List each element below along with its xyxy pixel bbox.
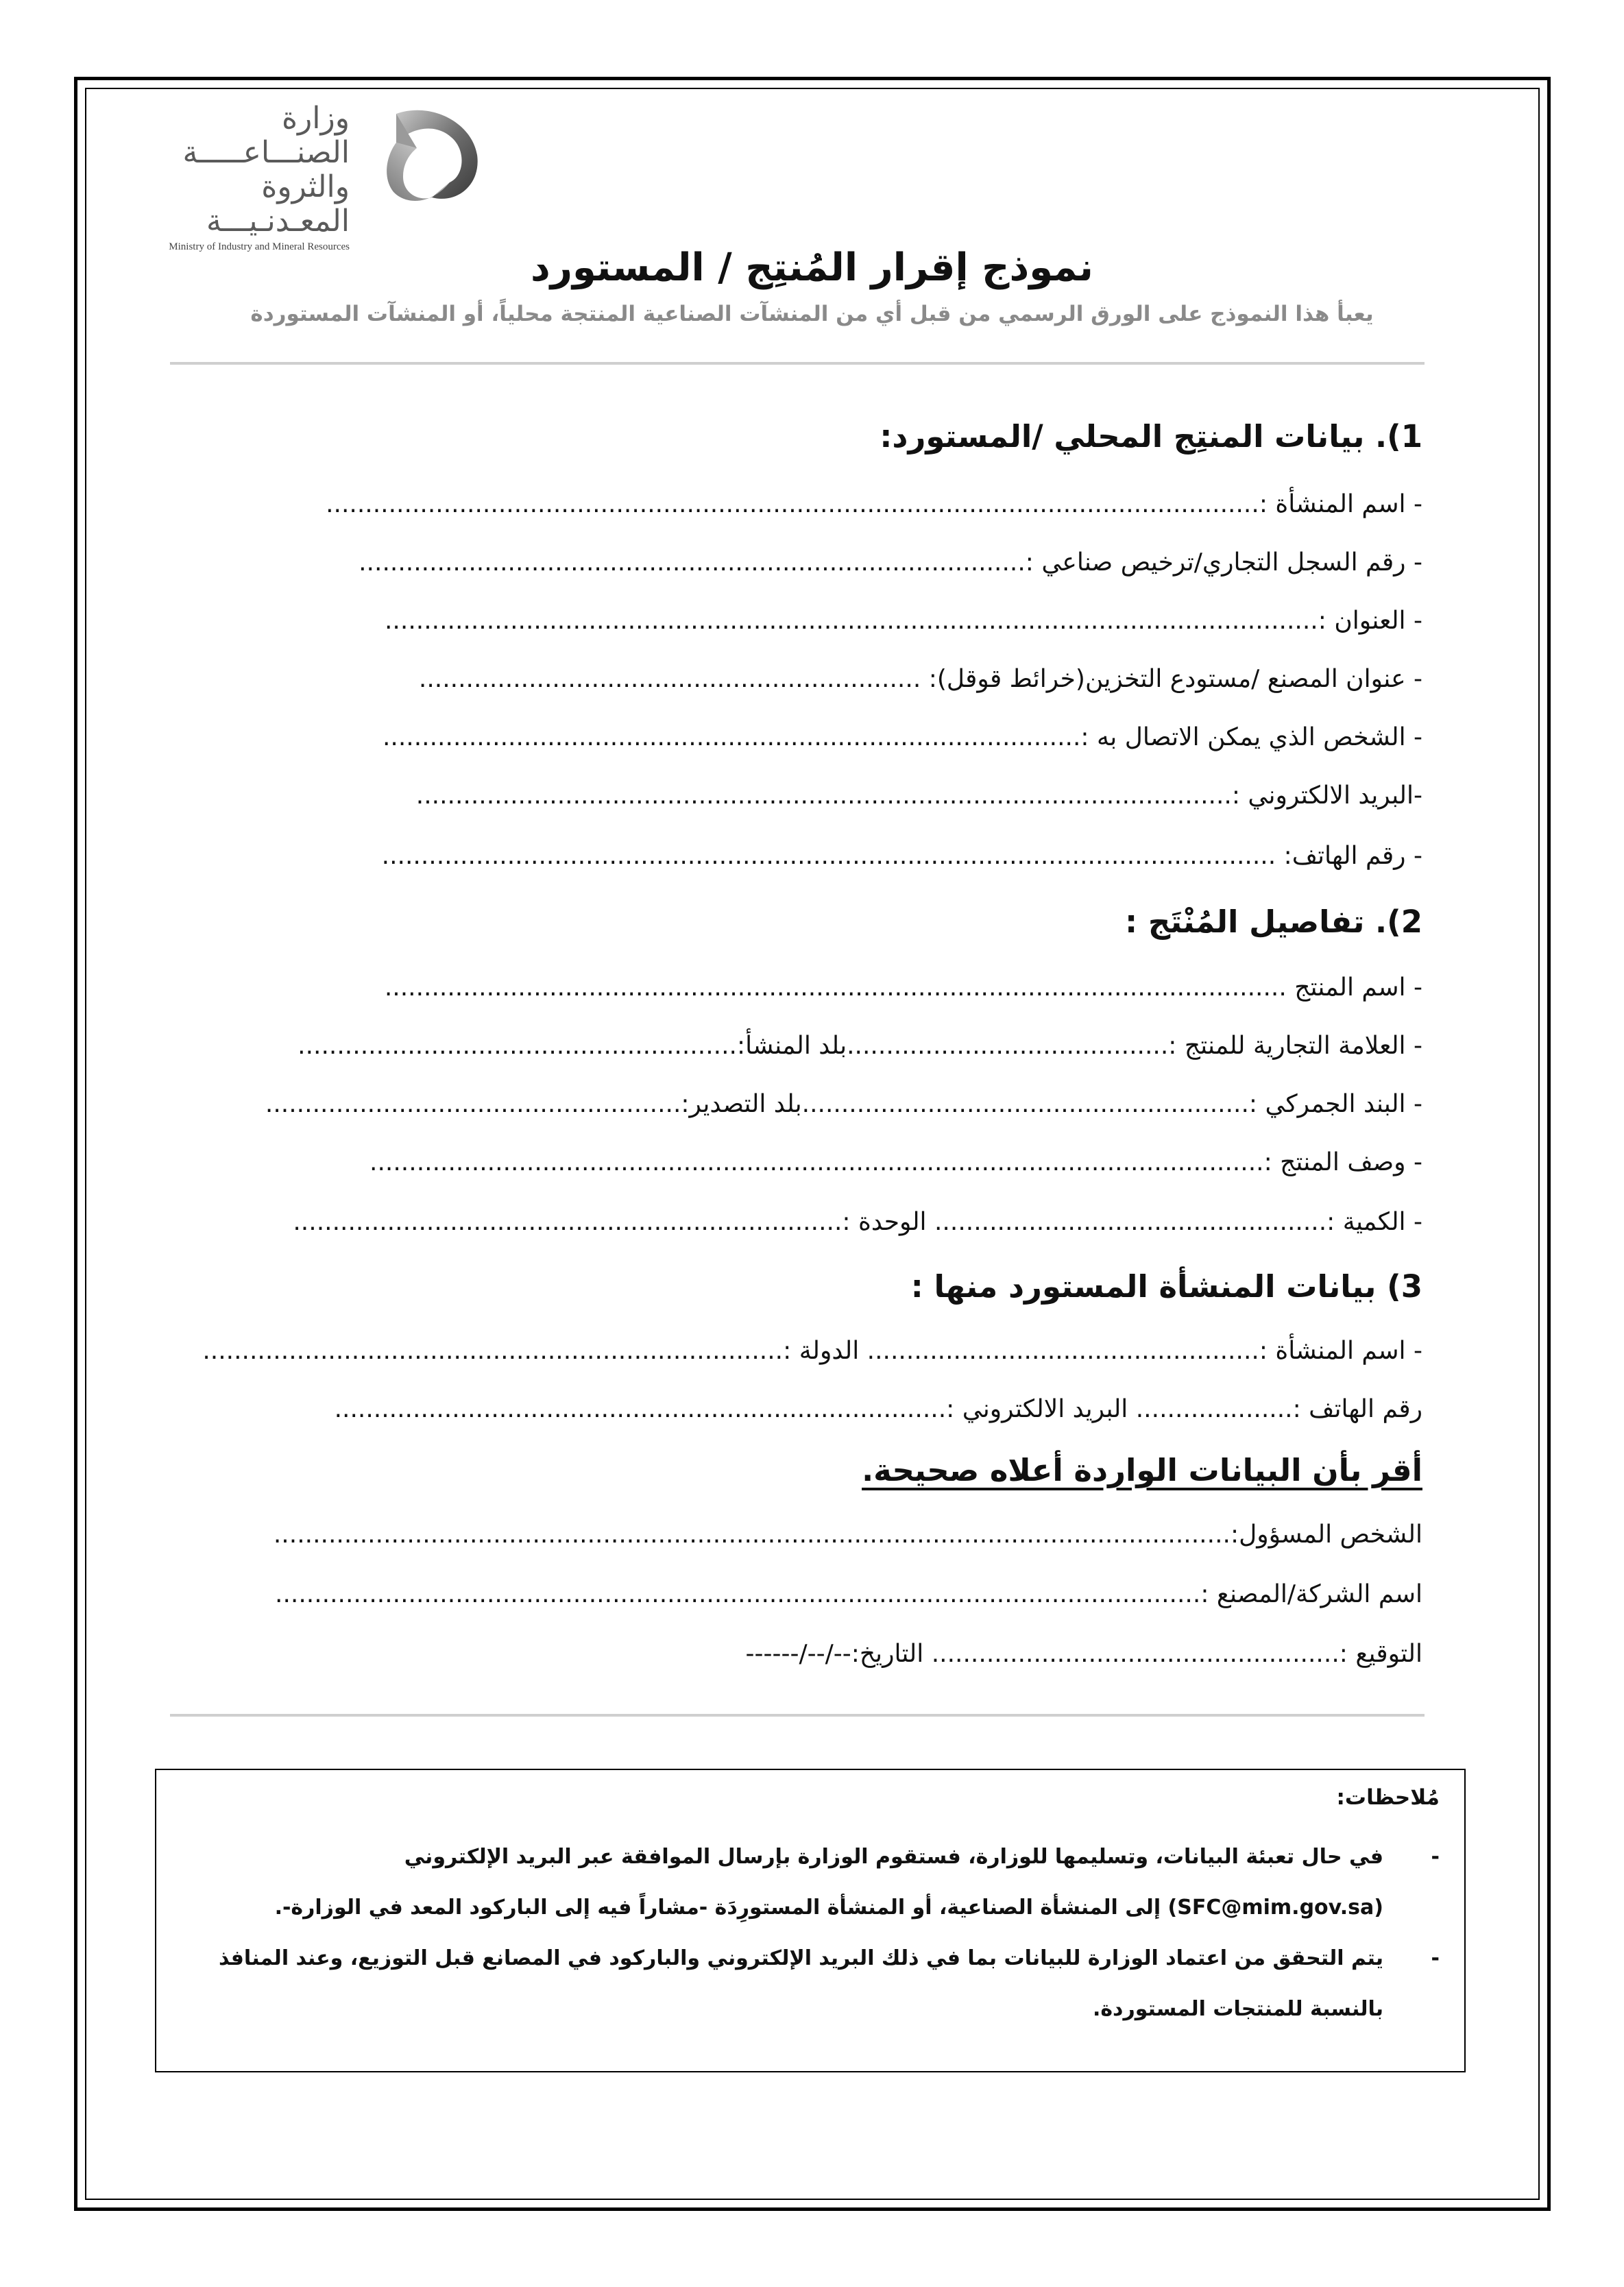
field-contact-person[interactable]: - الشخص الذي يمكن الاتصال به :......................................................................................... bbox=[382, 723, 1422, 751]
form-subtitle: يعبأ هذا النموذج على الورق الرسمي من قبل أي من المنشآت الصناعية المنتجة محلياً، أو المنشآت المستوردة bbox=[250, 302, 1374, 326]
declaration-heading: أقر بأن البيانات الواردة أعلاه صحيحة. bbox=[862, 1452, 1422, 1488]
field-signature-date[interactable]: التوقيع :.................................................... التاريخ:--/--/------ bbox=[745, 1640, 1422, 1668]
field-commercial-register[interactable]: - رقم السجل التجاري/ترخيص صناعي :..................................................................................... bbox=[359, 548, 1422, 577]
field-factory-address[interactable]: - عنوان المصنع /مستودع التخزين(خرائط قوقل): ................................................................ bbox=[418, 665, 1422, 693]
ministry-name-line2: والثروة المعـدنـيـــة bbox=[206, 169, 350, 239]
field-source-phone-email[interactable]: رقم الهاتف :.................... البريد الالكتروني :.............................................................................. bbox=[334, 1395, 1422, 1423]
note-bullet: - bbox=[1431, 1946, 1440, 1970]
form-title: نموذج إقرار المُنتِج / المستورد bbox=[531, 245, 1093, 290]
field-responsible-person[interactable]: الشخص المسؤول:.......................................................................................................................... bbox=[273, 1521, 1422, 1549]
note-bullet: - bbox=[1431, 1845, 1440, 1869]
field-source-facility-country[interactable]: - اسم المنشأة :.................................................. الدولة :.......................................................................... bbox=[202, 1337, 1422, 1365]
ministry-name-en: Ministry of Industry and Mineral Resources bbox=[169, 241, 350, 252]
field-product-description[interactable]: - وصف المنتج :.................................................................................................................. bbox=[369, 1148, 1422, 1176]
note-text: في حال تعبئة البيانات، وتسليمها للوزارة، فستقوم الوزارة بإرسال الموافقة عبر البريد الإلكتروني (SFC@mim.gov.sa) إلى المنشأة الصناعية، أو المنشأة المستورِدَة -مشاراً فيه إلى الباركود المعد في الوزارة-. bbox=[274, 1845, 1383, 1920]
form-body bbox=[202, 0, 1422, 1700]
field-brand-origin[interactable]: - العلامة التجارية للمنتج :.........................................بلد المنشأ:........................................................ bbox=[298, 1032, 1422, 1060]
section2-heading: 2). تفاصيل المُنْتَج : bbox=[1125, 904, 1422, 940]
notes-title: مُلاحظات: bbox=[1336, 1785, 1440, 1810]
note-text: يتم التحقق من اعتماد الوزارة للبيانات بما في ذلك البريد الإلكتروني والباركود في المصانع قبل التوزيع، وعند المنافذ بالنسبة للمنتجات المستوردة. bbox=[218, 1946, 1383, 2021]
field-quantity-unit[interactable]: - الكمية :.................................................. الوحدة :...................................................................... bbox=[293, 1208, 1422, 1236]
field-customs-export[interactable]: - البند الجمركي :.........................................................بلد التصدير:..................................................... bbox=[265, 1090, 1422, 1118]
notes-box bbox=[155, 1769, 1466, 2072]
ministry-name-line1: وزارة الصنـــاعـــــة bbox=[182, 101, 350, 170]
section1-heading: 1). بيانات المنتِج المحلي /المستورد: bbox=[880, 418, 1422, 455]
field-company-name[interactable]: اسم الشركة/المصنع :...................................................................................................................... bbox=[275, 1580, 1422, 1608]
note-item bbox=[219, 1933, 1440, 2035]
section3-heading: 3) بيانات المنشأة المستورد منها : bbox=[910, 1268, 1422, 1305]
field-facility-name[interactable]: - اسم المنشأة :....................................................................................................................... bbox=[326, 490, 1422, 518]
footer-divider bbox=[170, 1714, 1425, 1717]
field-phone[interactable]: - رقم الهاتف: .................................................................................................................. bbox=[381, 842, 1422, 870]
field-address[interactable]: - العنوان :....................................................................................................................... bbox=[384, 607, 1422, 635]
note-item bbox=[219, 1832, 1440, 1933]
field-product-name[interactable]: - اسم المنتج ................................................................................................................... bbox=[384, 973, 1422, 1002]
field-email[interactable]: -البريد الالكتروني :........................................................................................................ bbox=[415, 782, 1422, 810]
